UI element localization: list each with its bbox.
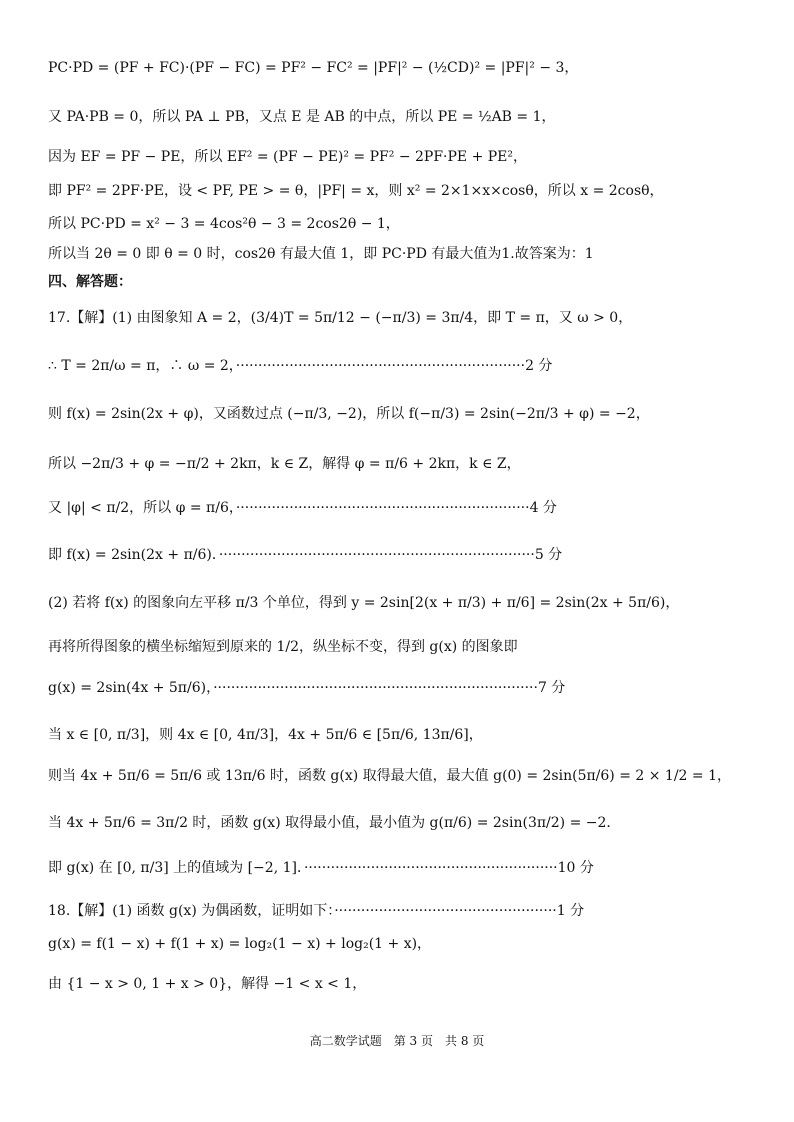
text-line: 则 f(x) = 2sin(2x + φ)，又函数过点 (−π/3, −2)，所以 f(−π/3) = 2sin(−2π/3 + φ) = −2， bbox=[48, 406, 650, 422]
text-line: 由 {1 − x > 0, 1 + x > 0}，解得 −1 < x < 1， bbox=[48, 976, 367, 992]
text-line: 所以 −2π/3 + φ = −π/2 + 2kπ，k ∈ Z，解得 φ = π/6 + 2kπ，k ∈ Z， bbox=[48, 456, 521, 472]
text-line: 又 PA·PB = 0，所以 PA ⊥ PB，又点 E 是 AB 的中点，所以 PE = ½AB = 1， bbox=[48, 109, 556, 125]
text-line: 则当 4x + 5π/6 = 5π/6 或 13π/6 时，函数 g(x) 取得最大值，最大值 g(0) = 2sin(5π/6) = 2 × 1/2 = 1， bbox=[48, 768, 732, 784]
text-line: 当 4x + 5π/6 = 3π/2 时，函数 g(x) 取得最小值，最小值为 g(π/6) = 2sin(3π/2) = −2． bbox=[48, 815, 621, 831]
text-line: (2) 若将 f(x) 的图象向左平移 π/3 个单位，得到 y = 2sin[2(x + π/3) + π/6] = 2sin(2x + 5π/6)， bbox=[48, 595, 680, 611]
text-line: 再将所得图象的横坐标缩短到原来的 1/2，纵坐标不变，得到 g(x) 的图象即 bbox=[48, 639, 518, 655]
text-line: g(x) = 2sin(4x + 5π/6)，·········································································7 分 bbox=[48, 680, 566, 696]
text-line: 18.【解】(1) 函数 g(x) 为偶函数，证明如下：··················································1 分 bbox=[48, 903, 585, 919]
text-line: 所以 PC·PD = x² − 3 = 4cos²θ − 3 = 2cos2θ − 1， bbox=[48, 216, 400, 232]
text-line: 即 g(x) 在 [0, π/3] 上的值域为 [−2, 1]．·························································10 分 bbox=[48, 860, 594, 876]
text-line: 又 |φ| < π/2，所以 φ = π/6，··································································4 分 bbox=[48, 500, 557, 516]
text-line: 当 x ∈ [0, π/3]，则 4x ∈ [0, 4π/3]，4x + 5π/6 ∈ [5π/6, 13π/6]， bbox=[48, 727, 483, 743]
text-line: ∴ T = 2π/ω = π，∴ ω = 2，·································································2 分 bbox=[48, 358, 553, 374]
section-heading: 四、解答题： bbox=[48, 274, 132, 290]
text-line: 所以当 2θ = 0 即 θ = 0 时，cos2θ 有最大值 1，即 PC·PD 有最大值为1.故答案为：1 bbox=[48, 246, 594, 262]
text-line: 17.【解】(1) 由图象知 A = 2，(3/4)T = 5π/12 − (−π/3) = 3π/4，即 T = π，又 ω > 0， bbox=[48, 310, 633, 326]
text-line: PC·PD = (PF + FC)·(PF − FC) = PF² − FC² = |PF|² − (½CD)² = |PF|² − 3， bbox=[48, 60, 579, 76]
text-line: 即 f(x) = 2sin(2x + π/6)．·······································································5 分 bbox=[48, 547, 563, 563]
text-line: 即 PF² = 2PF·PE，设 < PF, PE > = θ，|PF| = x，则 x² = 2×1×x×cosθ，所以 x = 2cosθ， bbox=[48, 183, 664, 199]
text-line: 因为 EF = PF − PE，所以 EF² = (PF − PE)² = PF² − 2PF·PE + PE²， bbox=[48, 149, 528, 165]
page-footer: 高二数学试题 第 3 页 共 8 页 bbox=[309, 1034, 485, 1048]
text-line: g(x) = f(1 − x) + f(1 + x) = log₂(1 − x) + log₂(1 + x)， bbox=[48, 936, 432, 952]
